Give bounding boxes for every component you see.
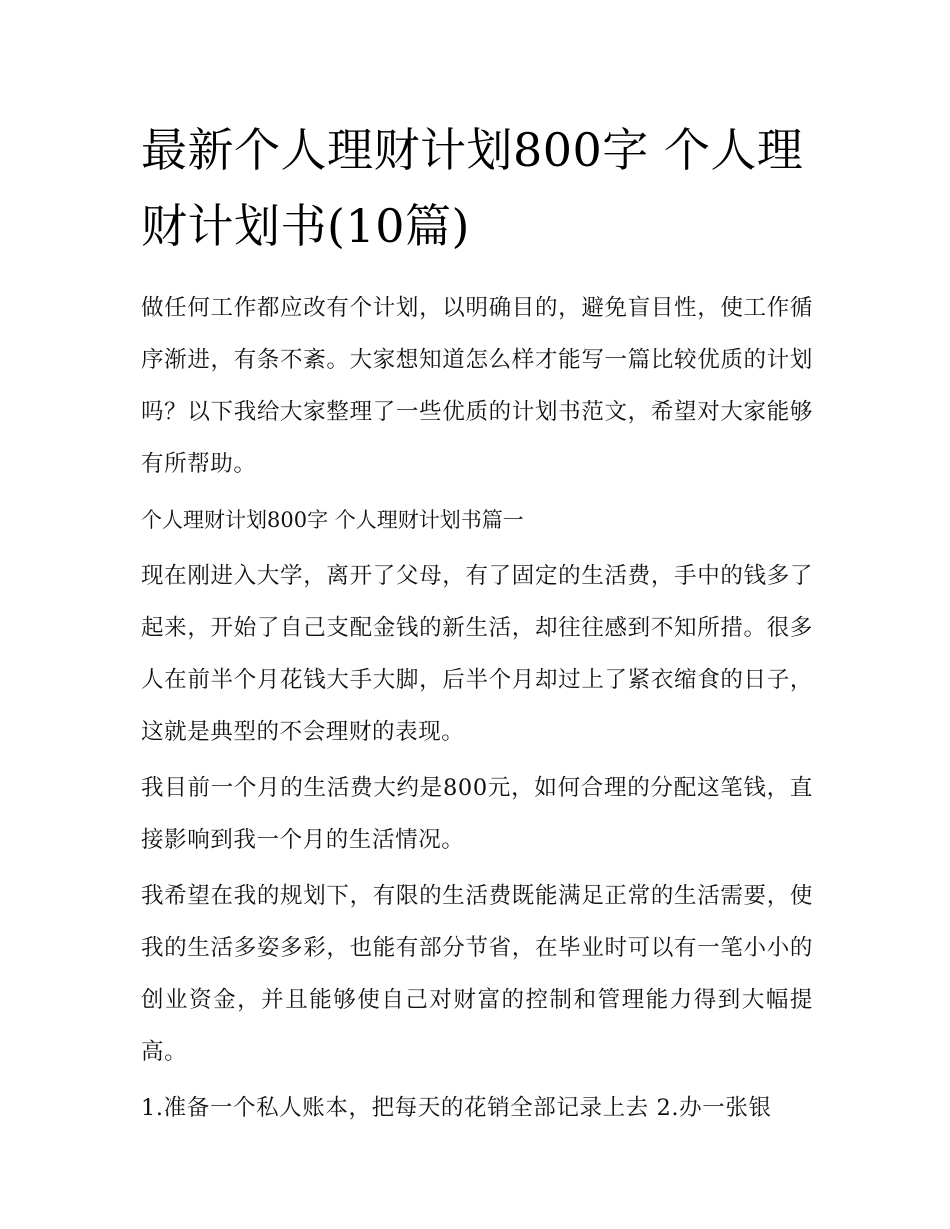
body-paragraph-1: 现在刚进入大学，离开了父母，有了固定的生活费，手中的钱多了起来，开始了自己支配金钱的新生活，却往往感到不知所措。很多人在前半个月花钱大手大脚，后半个月却过上了紧衣缩食的日子，这就是典型的不会理财的表现。 — [141, 563, 813, 745]
body-paragraph-2: 我目前一个月的生活费大约是800元，如何合理的分配这笔钱，直接影响到我一个月的生活情况。 — [141, 775, 813, 853]
section-heading: 个人理财计划800字 个人理财计划书篇一 — [141, 508, 524, 532]
document-body — [141, 282, 813, 1134]
body-paragraph-3: 我希望在我的规划下，有限的生活费既能满足正常的生活需要，使我的生活多姿多彩，也能有部分节省，在毕业时可以有一笔小小的创业资金，并且能够使自己对财富的控制和管理能力得到大幅提高。 — [141, 883, 813, 1065]
document-title: 最新个人理财计划800字 个人理财计划书(10篇) — [141, 123, 804, 253]
document-page — [141, 112, 813, 1138]
intro-paragraph: 做任何工作都应改有个计划，以明确目的，避免盲目性，使工作循序渐进，有条不紊。大家想知道怎么样才能写一篇比较优质的计划吗？以下我给大家整理了一些优质的计划书范文，希望对大家能够有所帮助。 — [141, 295, 813, 477]
body-paragraph-4: 1.准备一个私人账本，把每天的花销全部记录上去 2.办一张银 — [141, 1095, 772, 1121]
